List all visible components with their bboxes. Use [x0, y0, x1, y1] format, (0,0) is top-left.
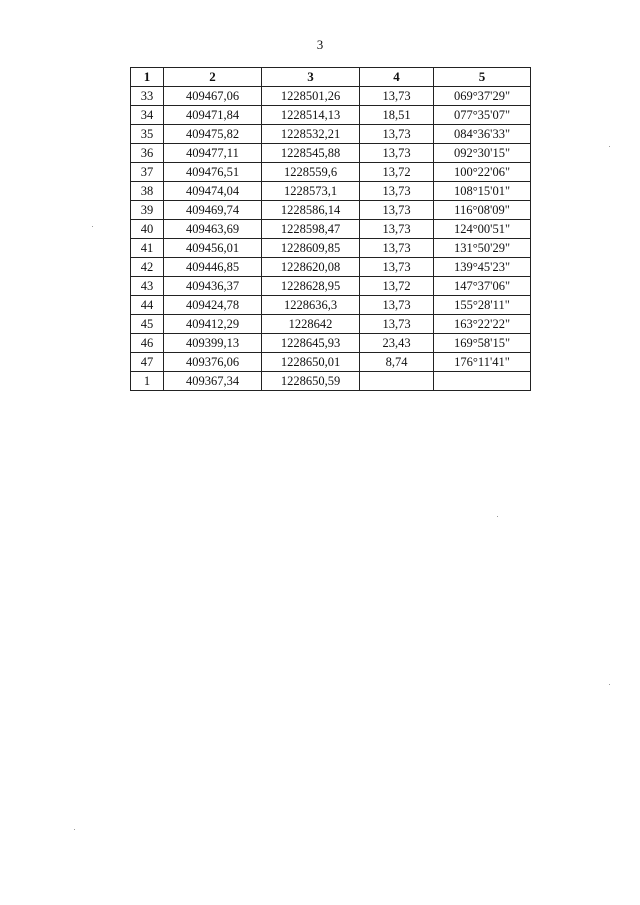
table-cell-col-3: 1228628,95 — [262, 277, 360, 296]
page-number: 3 — [316, 37, 324, 52]
table-row — [131, 315, 531, 334]
table-cell-col-5: 116°08'09" — [434, 201, 531, 220]
table-cell-col-4: 13,73 — [360, 239, 434, 258]
table-cell-col-1: 36 — [131, 144, 164, 163]
table-cell-col-2: 409436,37 — [164, 277, 262, 296]
table-cell-col-5: 092°30'15" — [434, 144, 531, 163]
table-cell-col-5: 139°45'23" — [434, 258, 531, 277]
table-cell-col-2: 409424,78 — [164, 296, 262, 315]
table-cell-col-2: 409456,01 — [164, 239, 262, 258]
table-cell-col-3: 1228559,6 — [262, 163, 360, 182]
scan-speck — [609, 684, 610, 685]
table-cell-col-3: 1228501,26 — [262, 87, 360, 106]
table-cell-col-4 — [360, 372, 434, 391]
table-cell-col-4: 13,73 — [360, 201, 434, 220]
table-row — [131, 258, 531, 277]
table-cell-col-2: 409476,51 — [164, 163, 262, 182]
table-cell-col-2: 409469,74 — [164, 201, 262, 220]
table-cell-col-5: 163°22'22" — [434, 315, 531, 334]
table-cell-col-4: 13,72 — [360, 163, 434, 182]
table-row — [131, 239, 531, 258]
table-cell-col-3: 1228620,08 — [262, 258, 360, 277]
table-header — [131, 68, 531, 87]
table-cell-col-4: 23,43 — [360, 334, 434, 353]
table-cell-col-5: 147°37'06" — [434, 277, 531, 296]
table-cell-col-1: 34 — [131, 106, 164, 125]
table-row — [131, 144, 531, 163]
table-cell-col-4: 13,73 — [360, 182, 434, 201]
table-cell-col-1: 44 — [131, 296, 164, 315]
table-cell-col-2: 409471,84 — [164, 106, 262, 125]
table-cell-col-1: 1 — [131, 372, 164, 391]
table-row — [131, 106, 531, 125]
table-row — [131, 220, 531, 239]
table-cell-col-5: 069°37'29" — [434, 87, 531, 106]
scan-speck — [609, 146, 610, 147]
table-cell-col-5: 108°15'01" — [434, 182, 531, 201]
table-row — [131, 372, 531, 391]
header-col-5: 5 — [434, 68, 531, 87]
table-cell-col-4: 13,73 — [360, 144, 434, 163]
table-cell-col-5: 124°00'51" — [434, 220, 531, 239]
table-cell-col-4: 8,74 — [360, 353, 434, 372]
table-cell-col-5: 077°35'07" — [434, 106, 531, 125]
table-cell-col-1: 33 — [131, 87, 164, 106]
table-cell-col-2: 409446,85 — [164, 258, 262, 277]
table-cell-col-1: 37 — [131, 163, 164, 182]
table-cell-col-4: 13,72 — [360, 277, 434, 296]
table-cell-col-2: 409467,06 — [164, 87, 262, 106]
table-cell-col-2: 409367,34 — [164, 372, 262, 391]
header-col-3: 3 — [262, 68, 360, 87]
table-cell-col-2: 409376,06 — [164, 353, 262, 372]
header-col-1: 1 — [131, 68, 164, 87]
table-row — [131, 353, 531, 372]
table-row — [131, 125, 531, 144]
table-cell-col-3: 1228636,3 — [262, 296, 360, 315]
table-body — [131, 87, 531, 391]
table-cell-col-3: 1228609,85 — [262, 239, 360, 258]
table-cell-col-3: 1228645,93 — [262, 334, 360, 353]
table-cell-col-2: 409475,82 — [164, 125, 262, 144]
table-cell-col-1: 40 — [131, 220, 164, 239]
table-row — [131, 277, 531, 296]
table-cell-col-4: 13,73 — [360, 315, 434, 334]
table-cell-col-3: 1228532,21 — [262, 125, 360, 144]
table-cell-col-2: 409463,69 — [164, 220, 262, 239]
table-row — [131, 182, 531, 201]
table-cell-col-1: 38 — [131, 182, 164, 201]
table-cell-col-4: 13,73 — [360, 125, 434, 144]
header-col-2: 2 — [164, 68, 262, 87]
table-cell-col-5: 100°22'06" — [434, 163, 531, 182]
table-cell-col-5: 131°50'29" — [434, 239, 531, 258]
table-cell-col-2: 409477,11 — [164, 144, 262, 163]
table-cell-col-5: 176°11'41" — [434, 353, 531, 372]
table-cell-col-3: 1228545,88 — [262, 144, 360, 163]
scan-speck — [92, 226, 93, 227]
table-cell-col-4: 18,51 — [360, 106, 434, 125]
table-cell-col-3: 1228598,47 — [262, 220, 360, 239]
table-cell-col-2: 409474,04 — [164, 182, 262, 201]
table-cell-col-1: 43 — [131, 277, 164, 296]
header-row — [131, 68, 531, 87]
table-row — [131, 201, 531, 220]
scan-speck — [497, 516, 498, 517]
coordinates-table — [130, 67, 531, 391]
table-cell-col-1: 35 — [131, 125, 164, 144]
table-cell-col-3: 1228650,01 — [262, 353, 360, 372]
table-row — [131, 296, 531, 315]
scan-speck — [74, 829, 75, 830]
table-cell-col-5: 155°28'11" — [434, 296, 531, 315]
table-cell-col-1: 45 — [131, 315, 164, 334]
table-cell-col-5 — [434, 372, 531, 391]
table-cell-col-4: 13,73 — [360, 220, 434, 239]
table-row — [131, 163, 531, 182]
table-cell-col-4: 13,73 — [360, 87, 434, 106]
table-row — [131, 87, 531, 106]
table-cell-col-5: 084°36'33" — [434, 125, 531, 144]
table-cell-col-3: 1228573,1 — [262, 182, 360, 201]
table-cell-col-1: 42 — [131, 258, 164, 277]
table-row — [131, 334, 531, 353]
table-cell-col-3: 1228642 — [262, 315, 360, 334]
table-cell-col-3: 1228586,14 — [262, 201, 360, 220]
table-cell-col-2: 409412,29 — [164, 315, 262, 334]
table-cell-col-1: 46 — [131, 334, 164, 353]
table-cell-col-1: 39 — [131, 201, 164, 220]
table-cell-col-4: 13,73 — [360, 296, 434, 315]
table-cell-col-1: 47 — [131, 353, 164, 372]
table-cell-col-4: 13,73 — [360, 258, 434, 277]
table-cell-col-5: 169°58'15" — [434, 334, 531, 353]
header-col-4: 4 — [360, 68, 434, 87]
table-cell-col-2: 409399,13 — [164, 334, 262, 353]
table-cell-col-3: 1228650,59 — [262, 372, 360, 391]
table-cell-col-3: 1228514,13 — [262, 106, 360, 125]
table-cell-col-1: 41 — [131, 239, 164, 258]
